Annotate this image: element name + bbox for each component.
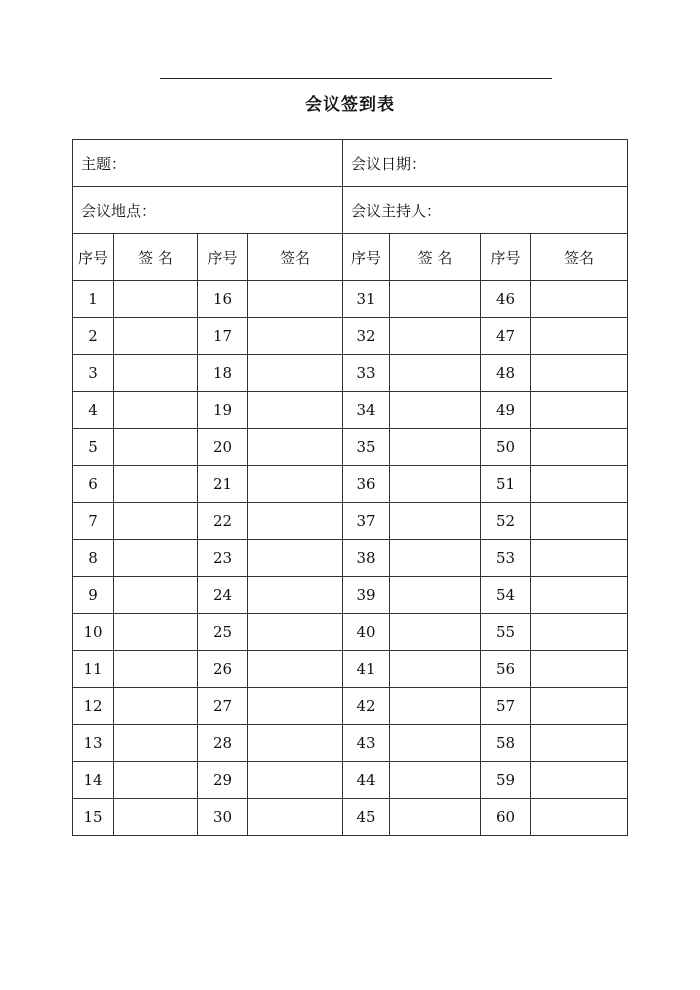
signature-cell[interactable] bbox=[114, 688, 198, 725]
host-field[interactable] bbox=[343, 187, 628, 234]
row-number-cell: 52 bbox=[481, 503, 531, 540]
signature-cell[interactable] bbox=[114, 762, 198, 799]
table-row bbox=[73, 429, 628, 466]
signature-cell[interactable] bbox=[390, 540, 481, 577]
row-number-cell: 3 bbox=[73, 355, 114, 392]
signature-cell[interactable] bbox=[248, 355, 343, 392]
row-number-cell: 7 bbox=[73, 503, 114, 540]
row-number-cell: 28 bbox=[198, 725, 248, 762]
signature-cell[interactable] bbox=[531, 725, 628, 762]
row-number-cell: 42 bbox=[343, 688, 390, 725]
row-number-cell: 6 bbox=[73, 466, 114, 503]
row-number-cell: 27 bbox=[198, 688, 248, 725]
signature-cell[interactable] bbox=[248, 503, 343, 540]
signature-cell[interactable] bbox=[114, 540, 198, 577]
signin-table bbox=[72, 139, 628, 836]
table-row bbox=[73, 725, 628, 762]
signature-cell[interactable] bbox=[390, 429, 481, 466]
row-number-cell: 9 bbox=[73, 577, 114, 614]
row-number-cell: 58 bbox=[481, 725, 531, 762]
header-cell-number: 序号 bbox=[73, 234, 114, 281]
row-number-cell: 46 bbox=[481, 281, 531, 318]
header-cell-number: 序号 bbox=[343, 234, 390, 281]
signature-cell[interactable] bbox=[248, 577, 343, 614]
signature-cell[interactable] bbox=[114, 392, 198, 429]
signature-cell[interactable] bbox=[248, 392, 343, 429]
signature-cell[interactable] bbox=[248, 762, 343, 799]
signature-cell[interactable] bbox=[248, 281, 343, 318]
signature-cell[interactable] bbox=[531, 540, 628, 577]
table-row bbox=[73, 577, 628, 614]
row-number-cell: 8 bbox=[73, 540, 114, 577]
signature-cell[interactable] bbox=[248, 429, 343, 466]
table-row bbox=[73, 318, 628, 355]
row-number-cell: 35 bbox=[343, 429, 390, 466]
table-row bbox=[73, 614, 628, 651]
row-number-cell: 21 bbox=[198, 466, 248, 503]
signature-cell[interactable] bbox=[248, 466, 343, 503]
row-number-cell: 34 bbox=[343, 392, 390, 429]
signature-cell[interactable] bbox=[390, 355, 481, 392]
signature-cell[interactable] bbox=[114, 429, 198, 466]
signature-cell[interactable] bbox=[390, 725, 481, 762]
signature-cell[interactable] bbox=[531, 762, 628, 799]
signature-cell[interactable] bbox=[248, 614, 343, 651]
signature-cell[interactable] bbox=[248, 318, 343, 355]
row-number-cell: 44 bbox=[343, 762, 390, 799]
row-number-cell: 60 bbox=[481, 799, 531, 836]
signature-cell[interactable] bbox=[114, 651, 198, 688]
info-row-subject bbox=[73, 140, 628, 187]
signature-cell[interactable] bbox=[390, 577, 481, 614]
signature-cell[interactable] bbox=[114, 466, 198, 503]
row-number-cell: 18 bbox=[198, 355, 248, 392]
row-number-cell: 19 bbox=[198, 392, 248, 429]
row-number-cell: 48 bbox=[481, 355, 531, 392]
location-field[interactable] bbox=[73, 187, 343, 234]
table-row bbox=[73, 799, 628, 836]
row-number-cell: 41 bbox=[343, 651, 390, 688]
signature-cell[interactable] bbox=[248, 799, 343, 836]
row-number-cell: 33 bbox=[343, 355, 390, 392]
row-number-cell: 56 bbox=[481, 651, 531, 688]
signature-cell[interactable] bbox=[114, 799, 198, 836]
header-cell-signature: 签名 bbox=[531, 234, 628, 281]
table-row bbox=[73, 392, 628, 429]
row-number-cell: 57 bbox=[481, 688, 531, 725]
signature-cell[interactable] bbox=[114, 318, 198, 355]
signature-cell[interactable] bbox=[531, 392, 628, 429]
row-number-cell: 50 bbox=[481, 429, 531, 466]
row-number-cell: 37 bbox=[343, 503, 390, 540]
top-rule bbox=[160, 78, 552, 79]
signature-cell[interactable] bbox=[114, 355, 198, 392]
table-row bbox=[73, 355, 628, 392]
header-cell-signature: 签 名 bbox=[390, 234, 481, 281]
signature-cell[interactable] bbox=[531, 651, 628, 688]
row-number-cell: 17 bbox=[198, 318, 248, 355]
row-number-cell: 2 bbox=[73, 318, 114, 355]
row-number-cell: 32 bbox=[343, 318, 390, 355]
row-number-cell: 54 bbox=[481, 577, 531, 614]
signature-cell[interactable] bbox=[531, 614, 628, 651]
row-number-cell: 23 bbox=[198, 540, 248, 577]
row-number-cell: 5 bbox=[73, 429, 114, 466]
row-number-cell: 4 bbox=[73, 392, 114, 429]
row-number-cell: 12 bbox=[73, 688, 114, 725]
signature-cell[interactable] bbox=[390, 466, 481, 503]
table-row bbox=[73, 688, 628, 725]
signature-cell[interactable] bbox=[114, 503, 198, 540]
signature-cell[interactable] bbox=[531, 577, 628, 614]
signature-cell[interactable] bbox=[390, 651, 481, 688]
signature-cell[interactable] bbox=[114, 614, 198, 651]
signature-cell[interactable] bbox=[390, 392, 481, 429]
header-cell-signature: 签 名 bbox=[114, 234, 198, 281]
header-cell-number: 序号 bbox=[198, 234, 248, 281]
signature-cell[interactable] bbox=[531, 503, 628, 540]
signature-cell[interactable] bbox=[248, 651, 343, 688]
row-number-cell: 38 bbox=[343, 540, 390, 577]
signature-cell[interactable] bbox=[248, 725, 343, 762]
row-number-cell: 45 bbox=[343, 799, 390, 836]
info-row-location bbox=[73, 187, 628, 234]
signature-cell[interactable] bbox=[531, 318, 628, 355]
header-row bbox=[73, 234, 628, 281]
host-label: 会议主持人： bbox=[351, 201, 442, 220]
signature-cell[interactable] bbox=[390, 762, 481, 799]
row-number-cell: 36 bbox=[343, 466, 390, 503]
row-number-cell: 10 bbox=[73, 614, 114, 651]
signature-cell[interactable] bbox=[390, 503, 481, 540]
row-number-cell: 59 bbox=[481, 762, 531, 799]
header-cell-signature: 签名 bbox=[248, 234, 343, 281]
signature-cell[interactable] bbox=[390, 799, 481, 836]
row-number-cell: 11 bbox=[73, 651, 114, 688]
signature-cell[interactable] bbox=[390, 688, 481, 725]
signature-cell[interactable] bbox=[390, 614, 481, 651]
row-number-cell: 40 bbox=[343, 614, 390, 651]
signature-cell[interactable] bbox=[531, 281, 628, 318]
date-field[interactable] bbox=[343, 140, 628, 187]
signature-cell[interactable] bbox=[248, 688, 343, 725]
row-number-cell: 29 bbox=[198, 762, 248, 799]
row-number-cell: 14 bbox=[73, 762, 114, 799]
row-number-cell: 13 bbox=[73, 725, 114, 762]
table-row bbox=[73, 281, 628, 318]
row-number-cell: 55 bbox=[481, 614, 531, 651]
row-number-cell: 47 bbox=[481, 318, 531, 355]
row-number-cell: 43 bbox=[343, 725, 390, 762]
subject-field[interactable] bbox=[73, 140, 343, 187]
row-number-cell: 24 bbox=[198, 577, 248, 614]
row-number-cell: 49 bbox=[481, 392, 531, 429]
row-number-cell: 30 bbox=[198, 799, 248, 836]
location-label: 会议地点： bbox=[81, 201, 157, 220]
signature-cell[interactable] bbox=[114, 725, 198, 762]
table-row bbox=[73, 651, 628, 688]
signature-cell[interactable] bbox=[114, 281, 198, 318]
signature-cell[interactable] bbox=[531, 355, 628, 392]
signature-cell[interactable] bbox=[114, 577, 198, 614]
row-number-cell: 1 bbox=[73, 281, 114, 318]
signature-cell[interactable] bbox=[531, 466, 628, 503]
signature-cell[interactable] bbox=[390, 281, 481, 318]
date-label: 会议日期： bbox=[351, 154, 427, 173]
table-row bbox=[73, 762, 628, 799]
row-number-cell: 20 bbox=[198, 429, 248, 466]
table-row bbox=[73, 466, 628, 503]
row-number-cell: 15 bbox=[73, 799, 114, 836]
page-title: 会议签到表 bbox=[305, 95, 395, 115]
header-cell-number: 序号 bbox=[481, 234, 531, 281]
signature-cell[interactable] bbox=[531, 429, 628, 466]
table-row bbox=[73, 503, 628, 540]
signature-cell[interactable] bbox=[531, 688, 628, 725]
row-number-cell: 39 bbox=[343, 577, 390, 614]
table-row bbox=[73, 540, 628, 577]
row-number-cell: 51 bbox=[481, 466, 531, 503]
signature-cell[interactable] bbox=[248, 540, 343, 577]
row-number-cell: 22 bbox=[198, 503, 248, 540]
row-number-cell: 26 bbox=[198, 651, 248, 688]
row-number-cell: 53 bbox=[481, 540, 531, 577]
signature-cell[interactable] bbox=[531, 799, 628, 836]
subject-label: 主题： bbox=[81, 154, 127, 173]
row-number-cell: 31 bbox=[343, 281, 390, 318]
signature-cell[interactable] bbox=[390, 318, 481, 355]
row-number-cell: 25 bbox=[198, 614, 248, 651]
row-number-cell: 16 bbox=[198, 281, 248, 318]
